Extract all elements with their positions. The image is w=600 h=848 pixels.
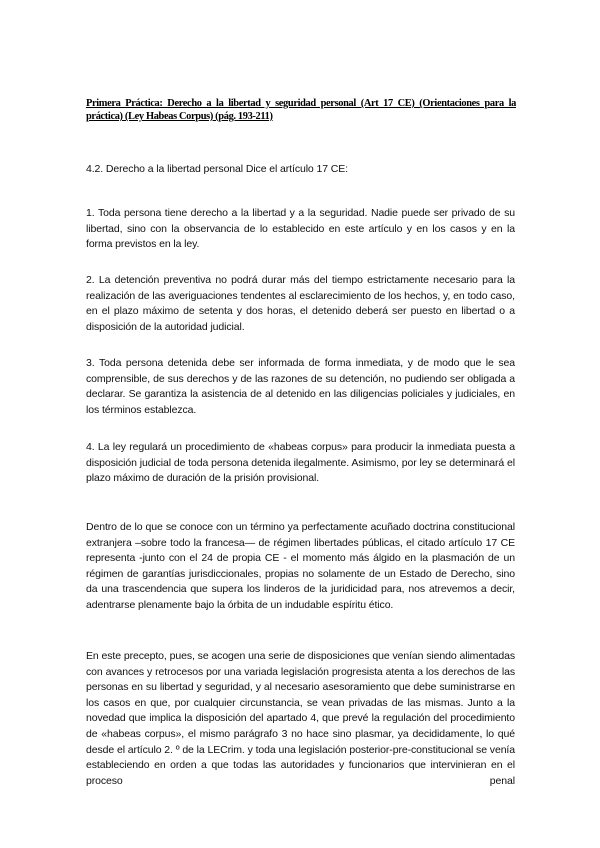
- paragraph-article-17-3: 3. Toda persona detenida debe ser informada de forma inmediata, y de modo que le sea comprensible, de sus derechos y de las razones de su detención, no pudiendo ser obligada a declarar. Se garantiza la asistencia de al detenido en las diligencias policiales y judiciales, en los términos establezca.: [86, 357, 515, 416]
- paragraph-commentary-2: En este precepto, pues, se acogen una serie de disposiciones que venían siendo alimentadas con avances y retrocesos por una variada legislación progresista atenta a los derechos de las personas en su libertad y seguridad, y al necesario asesoramiento que debe suministrarse en los casos en que, por cualquier circunstancia, se vean privadas de las mismas. Junto a la novedad que implica la disposición del apartado 4, que prevé la regulación del procedimiento de «habeas corpus», el mismo parágrafo 3 no hace sino plasmar, ya decididamente, lo qué desde el artículo 2. º de la LECrim. y toda una legislación posterior-pre-constitucional se venía estableciendo en orden a que todas las autoridades y funcionarios que intervinieran en el proceso penal: [86, 650, 515, 787]
- paragraph-article-17-1: 1. Toda persona tiene derecho a la libertad y a la seguridad. Nadie puede ser privado de su libertad, sino con la observancia de lo establecido en este artículo y en los casos y en la forma previstos en la ley.: [86, 207, 515, 251]
- paragraph-commentary-1: Dentro de lo que se conoce con un término ya perfectamente acuñado doctrina constitucional extranjera –sobre todo la francesa— de régimen libertades públicas, el citado artículo 17 CE representa -junto con el 24 de propia CE - el momento más álgido en la plasmación de un régimen de garantías jurisdiccionales, propias no solamente de un Estado de Derecho, sino da una trascendencia que supera los linderos de la juridicidad para, nos atrevemos a decir, adentrarse plenamente bajo la órbita de un indudable espíritu ético.: [86, 521, 515, 611]
- paragraph-article-17-2: 2. La detención preventiva no podrá durar más del tiempo estrictamente necesario para la realización de las averiguaciones tendentes al esclarecimiento de los hechos, y, en todo caso, en el plazo máximo de setenta y dos horas, el detenido deberá ser puesto en libertad o a disposición de la autoridad judicial.: [86, 274, 515, 333]
- paragraph-intro: 4.2. Derecho a la libertad personal Dice el artículo 17 CE:: [86, 163, 348, 175]
- paragraph-article-17-4: 4. La ley regulará un procedimiento de «habeas corpus» para producir la inmediata puesta a disposición judicial de toda persona detenida ilegalmente. Asimismo, por ley se determinará el plazo máximo de duración de la prisión provisional.: [86, 441, 515, 485]
- document-title: Primera Práctica: Derecho a la libertad y seguridad personal (Art 17 CE) (Orientaciones para la práctica) (Ley Habeas Corpus) (pág. 193-211): [86, 98, 516, 122]
